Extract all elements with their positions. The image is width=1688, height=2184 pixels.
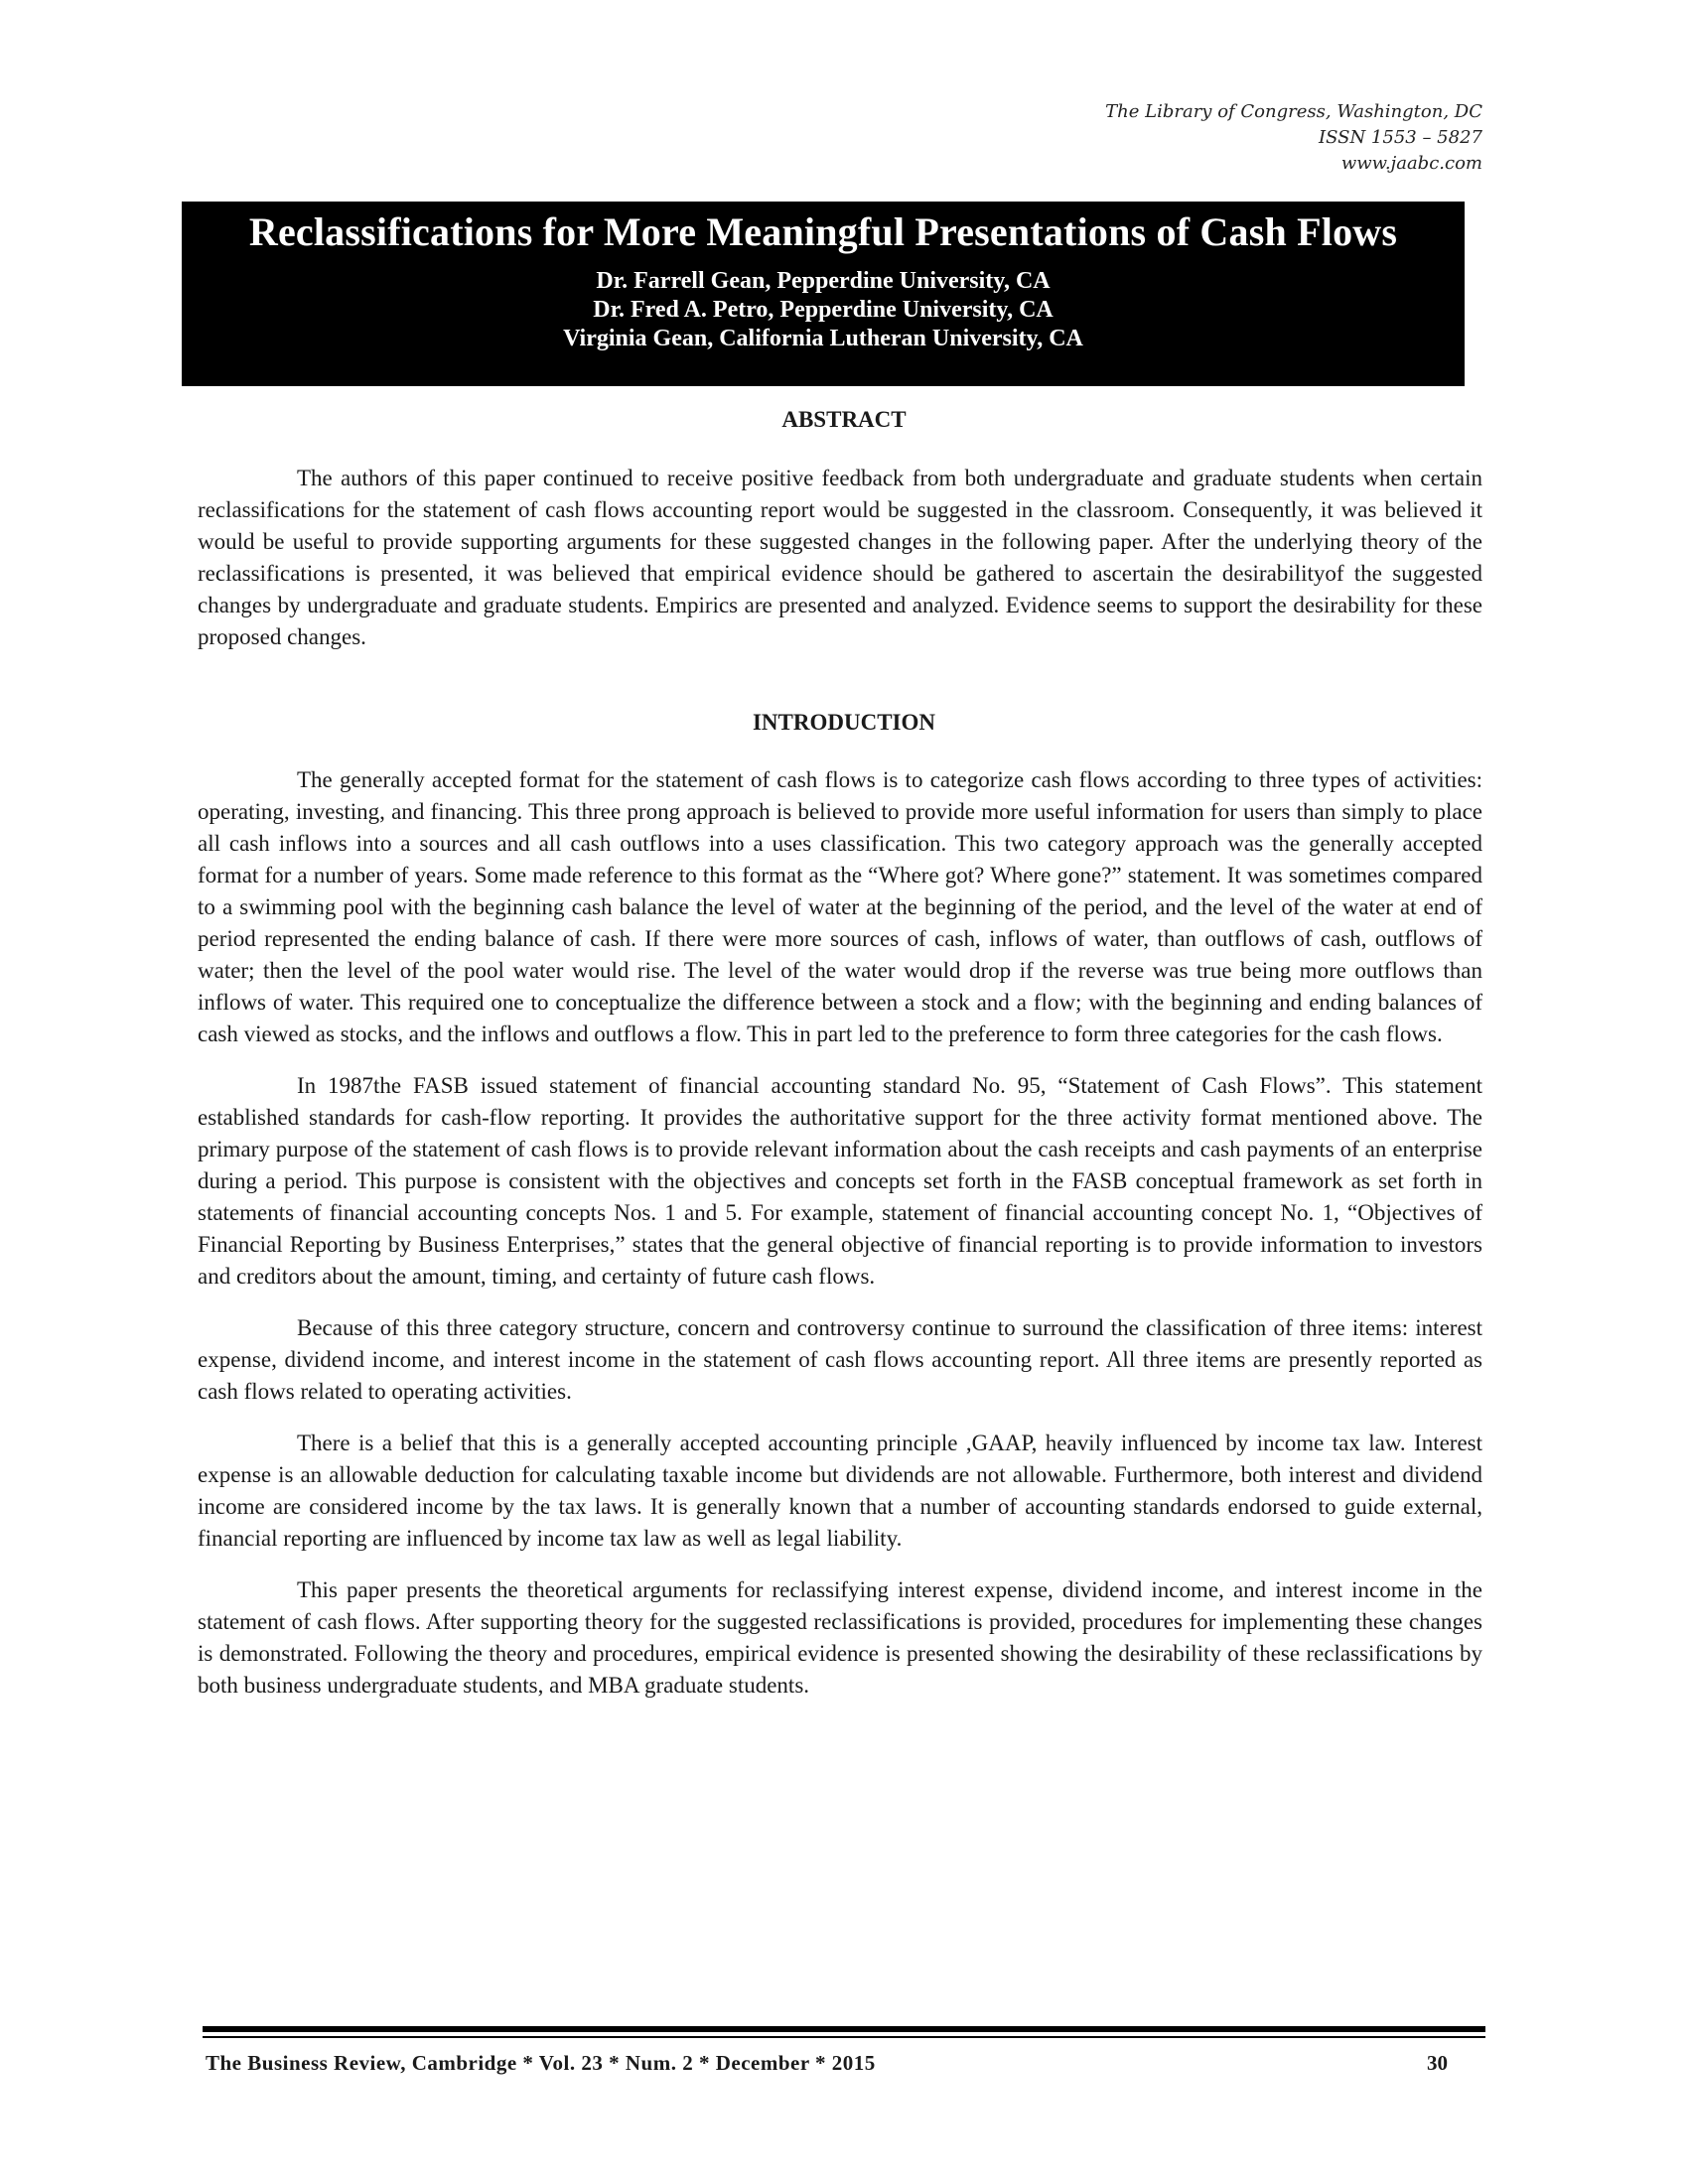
journal-info <box>1105 99 1482 177</box>
title-banner <box>182 202 1465 386</box>
introduction-heading: INTRODUCTION <box>752 710 936 735</box>
footer-rule <box>203 2026 1485 2032</box>
issn-line: ISSN 1553 – 5827 <box>1319 127 1482 148</box>
page-number: 30 <box>1427 2051 1448 2075</box>
body-paragraph: This paper presents the theoretical arguments for reclassifying interest expense, dividend income, and interest income in the statement of cash flows. After supporting theory for the suggested reclassifications is provided, procedures for implementing these changes is demonstrated. Following the theory and procedures, empirical evidence is presented showing the desirability of these reclassifications by both business undergraduate students, and MBA graduate students. <box>198 1577 1482 1698</box>
body-paragraph: In 1987the FASB issued statement of financial accounting standard No. 95, “Statement of Cash Flows”. This statement established standards for cash-flow reporting. It provides the authoritative support for the three activity format mentioned above. The primary purpose of the statement of cash flows is to provide relevant information about the cash receipts and cash payments of an enterprise during a period. This purpose is consistent with the objectives and concepts set forth in the FASB conceptual framework as set forth in statements of financial accounting concepts Nos. 1 and 5. For example, statement of financial accounting concept No. 1, “Objectives of Financial Reporting by Business Enterprises,” states that the general objective of financial reporting is to provide information to investors and creditors about the amount, timing, and certainty of future cash flows. <box>198 1073 1482 1289</box>
abstract-body <box>198 463 1482 673</box>
abstract-heading: ABSTRACT <box>781 407 907 432</box>
author-list <box>182 267 1465 353</box>
website-line: www.jaabc.com <box>1340 153 1482 174</box>
footer-rule-thin <box>203 2036 1485 2038</box>
author-line: Virginia Gean, California Lutheran University, CA <box>563 326 1083 351</box>
body-paragraph: The generally accepted format for the statement of cash flows is to categorize cash flows according to three types of activities: operating, investing, and financing. This three prong approach is believed to provide more useful information for users than simply to place all cash inflows into a sources and all cash outflows into a uses classification. This two category approach was the generally accepted format for a number of years. Some made reference to this format as the “Where got? Where gone?” statement. It was sometimes compared to a swimming pool with the beginning cash balance the level of water at the beginning of the period, and the level of the water at end of period represented the ending balance of cash. If there were more sources of cash, inflows of water, than outflows of cash, outflows of water; then the level of the pool water would rise. The level of the water would drop if the reverse was true being more outflows than inflows of water. This required one to conceptualize the difference between a stock and a flow; with the beginning and ending balances of cash viewed as stocks, and the inflows and outflows a flow. This in part led to the preference to form three categories for the cash flows. <box>198 767 1482 1046</box>
author-line: Dr. Farrell Gean, Pepperdine University, CA <box>596 268 1051 294</box>
paper-title: Reclassifications for More Meaningful Presentations of Cash Flows <box>248 209 1398 254</box>
footer-citation: The Business Review, Cambridge * Vol. 23 * Num. 2 * December * 2015 <box>206 2051 876 2075</box>
publisher-line: The Library of Congress, Washington, DC <box>1105 101 1482 122</box>
introduction-body <box>198 764 1482 1721</box>
abstract-paragraph: The authors of this paper continued to receive positive feedback from both undergraduate and graduate students when certain reclassifications for the statement of cash flows accounting report would be suggested in the classroom. Consequently, it was believed it would be useful to provide supporting arguments for these suggested changes in the following paper. After the underlying theory of the reclassifications is presented, it was believed that empirical evidence should be gathered to ascertain the desirabilityof the suggested changes by undergraduate and graduate students. Empirics are presented and analyzed. Evidence seems to support the desirability for these proposed changes. <box>198 466 1482 649</box>
body-paragraph: There is a belief that this is a generally accepted accounting principle ,GAAP, heavily influenced by income tax law. Interest expense is an allowable deduction for calculating taxable income but dividends are not allowable. Furthermore, both interest and dividend income are considered income by the tax laws. It is generally known that a number of accounting standards endorsed to guide external, financial reporting are influenced by income tax law as well as legal liability. <box>198 1431 1482 1551</box>
author-line: Dr. Fred A. Petro, Pepperdine University, CA <box>593 297 1054 323</box>
body-paragraph: Because of this three category structure, concern and controversy continue to surround the classification of three items: interest expense, dividend income, and interest income in the statement of cash flows accounting report. All three items are presently reported as cash flows related to operating activities. <box>198 1315 1482 1404</box>
